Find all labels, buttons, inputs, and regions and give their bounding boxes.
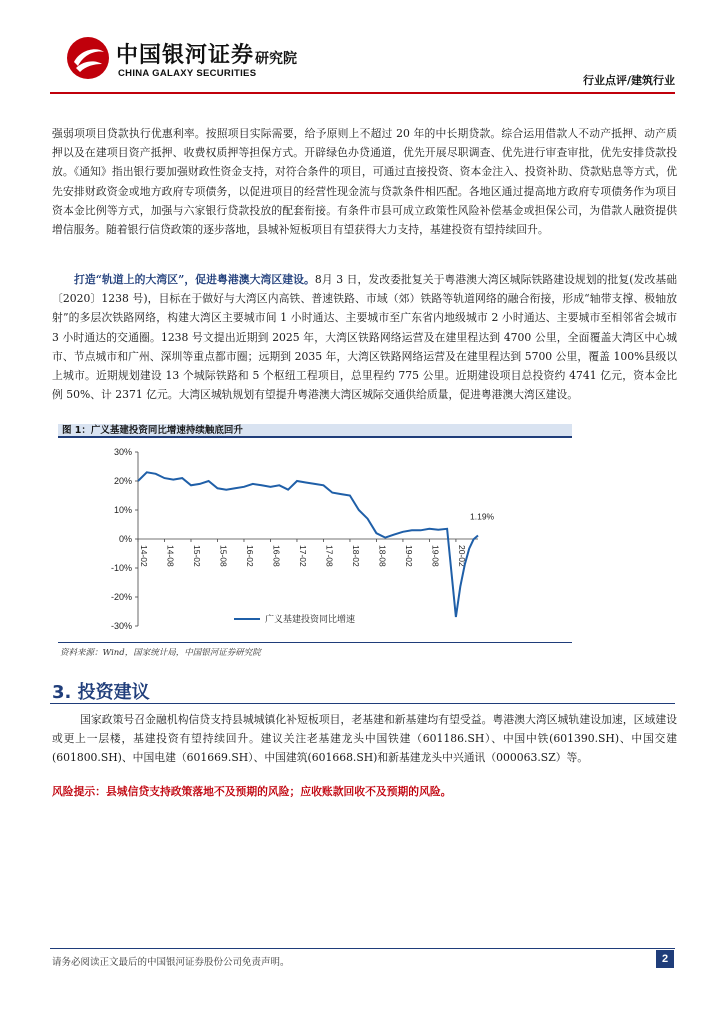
- footer-divider: [50, 948, 675, 949]
- investment-advice-paragraph: 国家政策号召金融机构信贷支持县城城镇化补短板项目，老基建和新基建均有望受益。粤港澳大湾区城轨建设加速，区域建设或更上一层楼，基建投资有望持续回升。建议关注老基建龙头中国铁建（601186.SH）、中国中铁(601390.SH)、中国交建(601800.SH)、中国电建（601669.SH）、中国建筑(601668.SH)和新基建龙头中兴通讯（000063.SZ）等。: [52, 713, 677, 765]
- x-tick-label: 17-02: [297, 545, 308, 567]
- paragraph-body: 8月 3 日，发改委批复关于粤港澳大湾区城际铁路建设规划的批复(发改基础〔2020〕1238 号)，目标在于做好与大湾区内高铁、普速铁路、市域（郊）铁路等轨道网络的融合衔接，形成“轴带支撑、极轴放射”的多层次铁路网络，构建大湾区主要城市间 1 小时通达、主要城市至广东省内地级城市 2 小时通达、主要城市至相邻省会城市 3 小时通达的交通圈。1238 号文提出近期到 2025 年，大湾区铁路网络运营及在建里程达到 4700 公里，全面覆盖大湾区中心城市、节点城市和广州、深圳等重点都市圈；远期到 2035 年，大湾区铁路网络运营及在建里程达到 5700 公里，覆盖 100%县级以上城市。近期规划建设 13 个城际铁路和 5 个枢纽工程项目，总里程约 775 公里。近期建设项目总投资约 4741 亿元，资本金比例 50%、计 2371 亿元。大湾区城轨规划有望提升粤港澳大湾区城际交通供给质量，促进粤港澳大湾区建设。: [52, 273, 678, 402]
- x-tick-label: 15-08: [218, 545, 229, 567]
- section-title: 3. 投资建议: [52, 682, 150, 703]
- paragraph-lead: 打造“轨道上的大湾区”，促进粤港澳大湾区建设。: [74, 273, 315, 286]
- y-tick-label: -10%: [110, 563, 132, 573]
- logo-chinese-name: 中国银河证券: [116, 43, 255, 68]
- figure-bottom-rule: [58, 642, 572, 643]
- y-tick-label: -20%: [110, 592, 132, 602]
- x-tick-label: 14-08: [165, 545, 176, 567]
- x-tick-label: 16-08: [271, 545, 282, 567]
- y-tick-label: -30%: [110, 621, 132, 631]
- figure-chart: [58, 440, 572, 640]
- logo-english-name: CHINA GALAXY SECURITIES: [118, 68, 257, 79]
- body-paragraph-1: 强弱项项目贷款执行优惠利率。按照项目实际需要，给予原则上不超过 20 年的中长期贷款。综合运用借款人不动产抵押、动产质押以及在建项目资产抵押、收费权质押等担保方式。开辟绿色办贷通道，优先开展尽职调查、优先进行审查审批，优先安排贷款投放。《通知》指出银行要加强财政性资金支持，对符合条件的项目，可通过直接投资、资本金注入、投资补助、贷款贴息等方式，优先安排财政资金或地方政府专项债务，以促进项目的经营性现金流与贷款条件相匹配。各地区通过提高地方政府专项债务作为项目资本金比例等方式，加强与六家银行贷款投放的配套衔接。有条件市县可成立政策性风险补偿基金或担保公司，为借款人融资提供增信服务。随着银行信贷政策的逐步落地，县城补短板项目有望获得大力支持，基建投资有望持续回升。: [52, 127, 677, 237]
- section-divider: [50, 703, 675, 704]
- figure-title: 图 1：广义基建投资同比增速持续触底回升: [58, 424, 572, 438]
- page-header: [50, 34, 675, 94]
- legend-label: 广义基建投资同比增速: [265, 615, 356, 625]
- y-tick-label: 20%: [113, 476, 132, 486]
- x-tick-label: 16-02: [244, 545, 255, 567]
- y-tick-label: 30%: [113, 447, 132, 457]
- y-tick-label: 0%: [118, 534, 132, 544]
- risk-warning: 风险提示：县城信贷支持政策落地不及预期的风险；应收账款回收不及预期的风险。: [52, 785, 452, 798]
- x-tick-label: 17-08: [324, 545, 335, 567]
- x-tick-label: 19-02: [403, 545, 414, 567]
- line-chart: [58, 440, 572, 640]
- footer-disclaimer: 请务必阅读正文最后的中国银河证券股份公司免责声明。: [52, 957, 290, 968]
- x-tick-label: 18-08: [377, 545, 388, 567]
- institute-name: 研究院: [255, 51, 297, 67]
- x-tick-label: 19-08: [430, 545, 441, 567]
- body-paragraph-2: [52, 270, 677, 404]
- page-number: 2: [656, 950, 674, 968]
- galaxy-logo-icon: [66, 36, 110, 80]
- report-category: 行业点评/建筑行业: [582, 74, 675, 87]
- x-tick-label: 14-02: [139, 545, 149, 567]
- x-tick-label: 18-02: [350, 545, 361, 567]
- figure-source: 资料来源：Wind，国家统计局，中国银河证券研究院: [60, 648, 261, 658]
- y-tick-label: 10%: [113, 505, 132, 515]
- header-divider: [50, 92, 675, 94]
- data-label-annotation: 1.19%: [470, 511, 495, 522]
- x-tick-label: 15-02: [191, 545, 202, 567]
- x-tick-label: 20-02: [456, 545, 467, 567]
